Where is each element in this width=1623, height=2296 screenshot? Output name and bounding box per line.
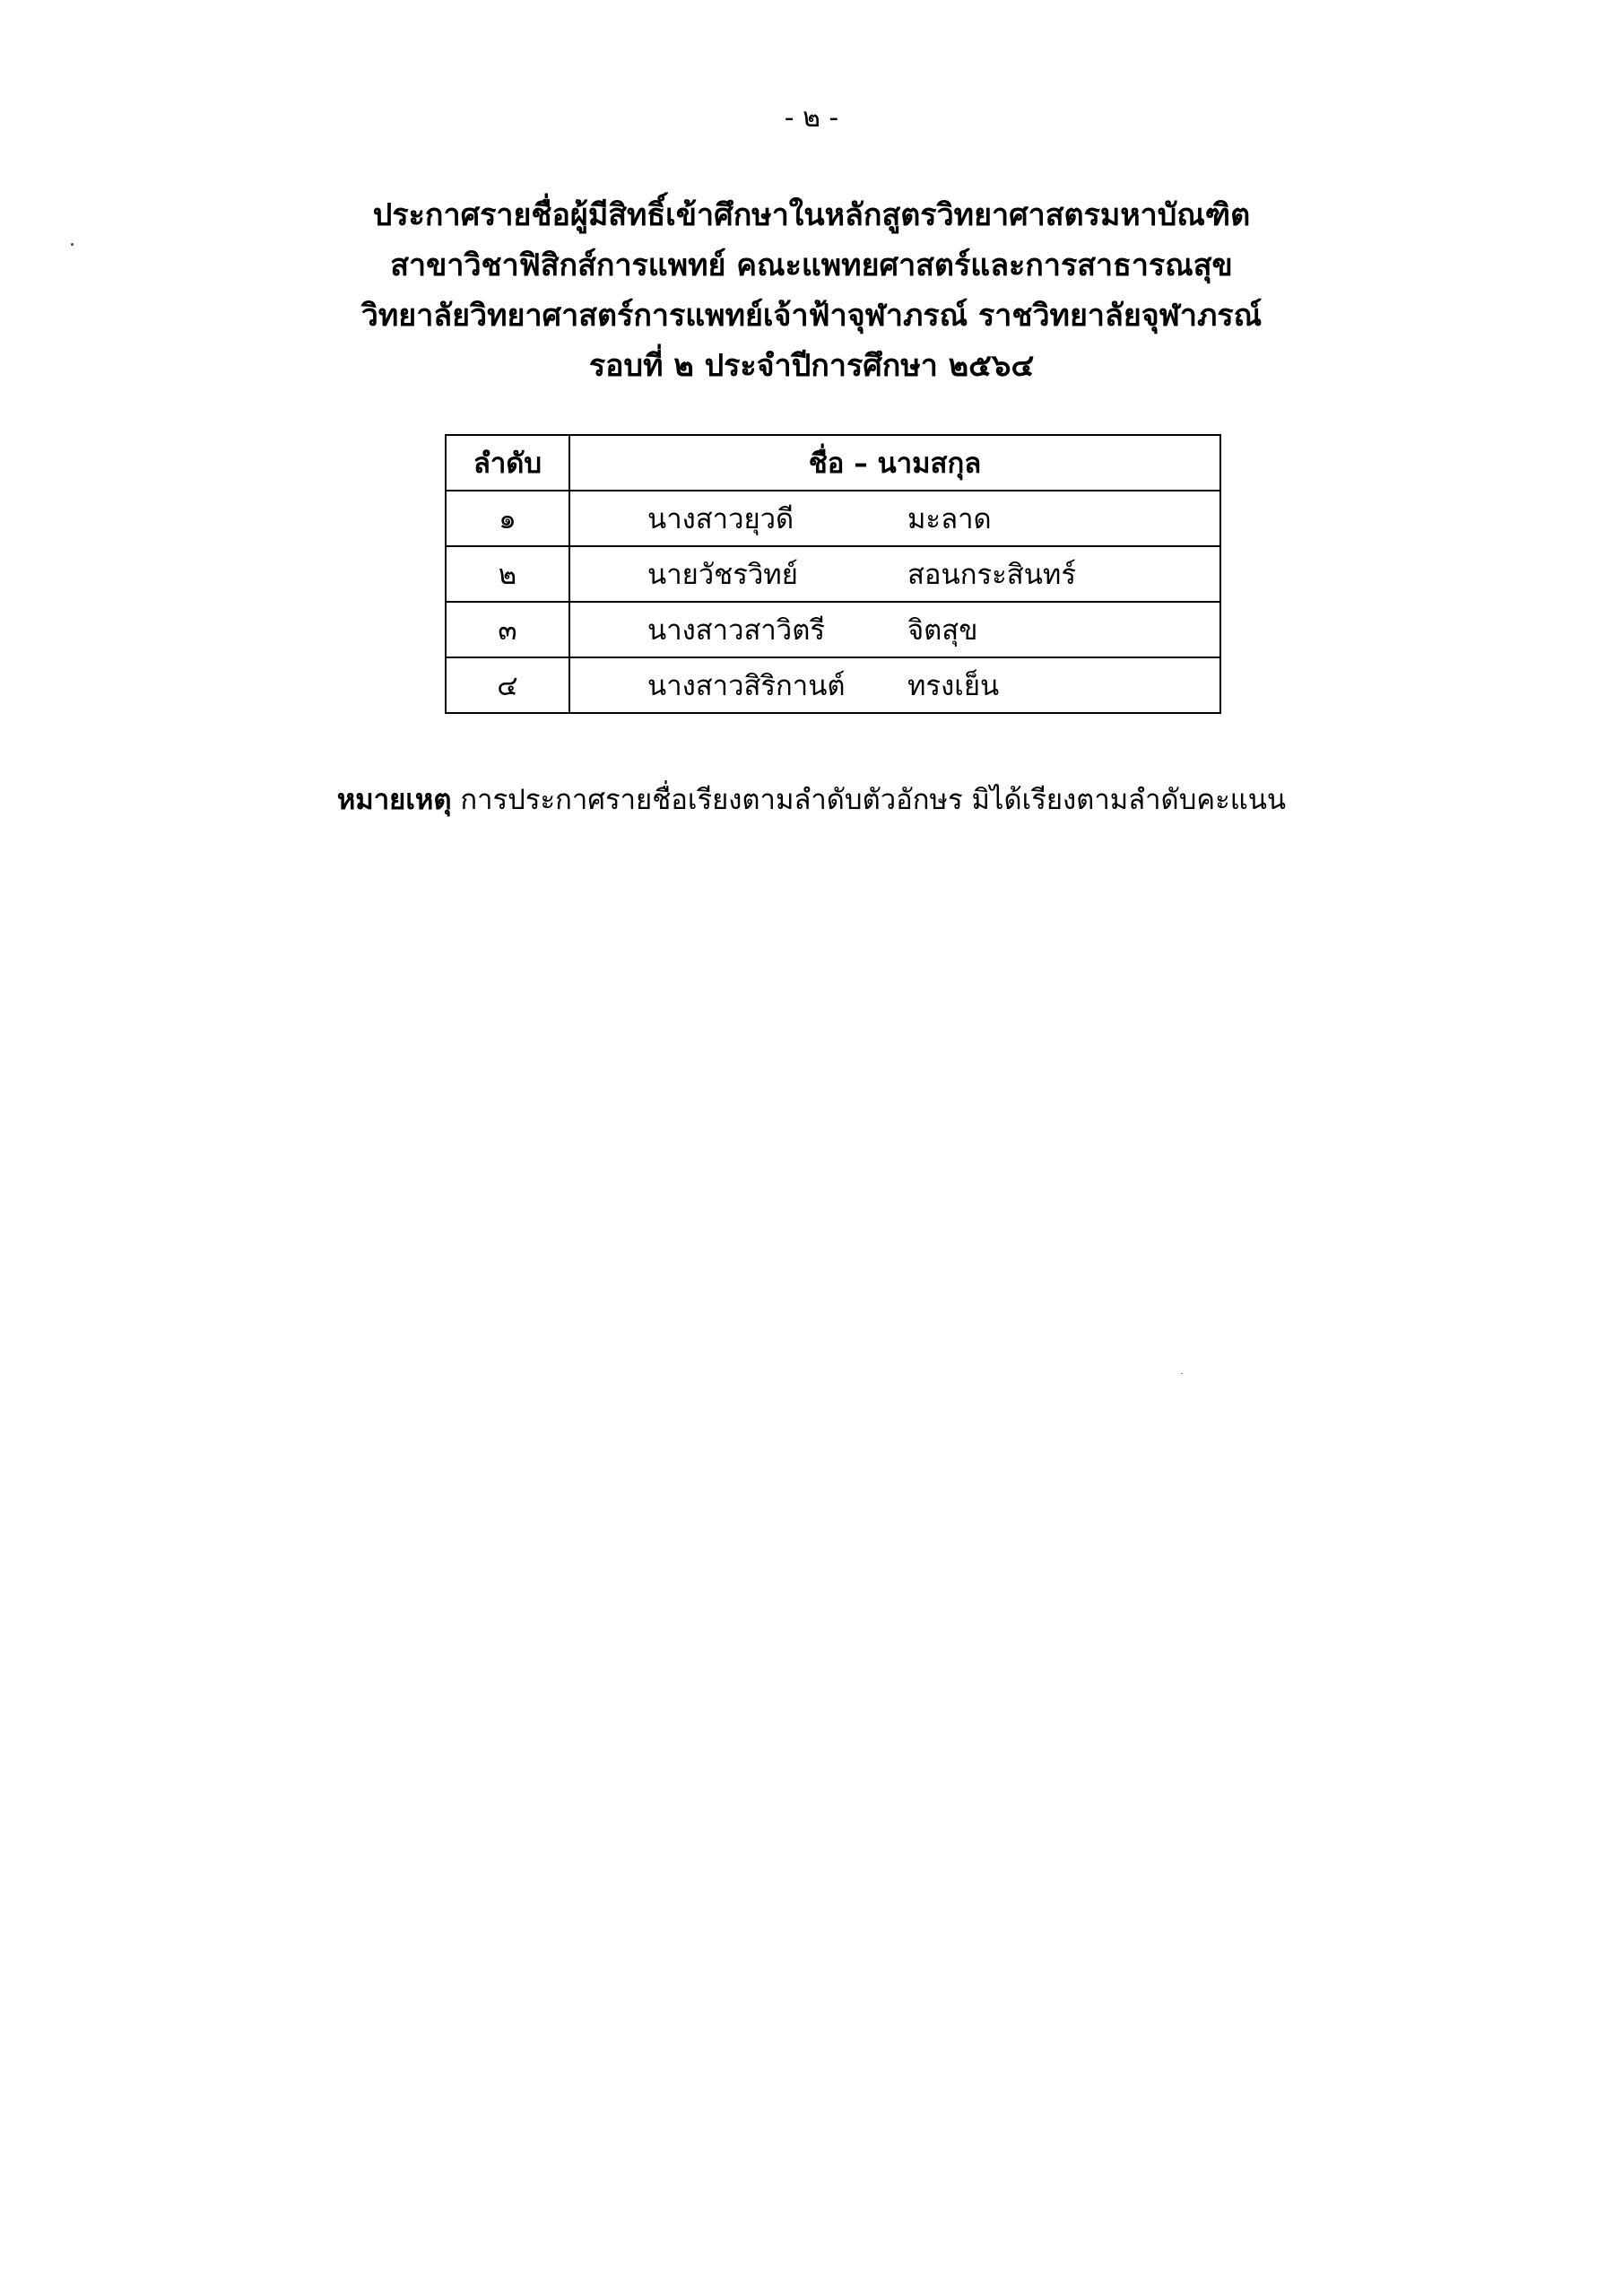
row-order: ๑ [446, 491, 569, 546]
row-name [569, 491, 1220, 546]
footnote-text: การประกาศรายชื่อเรียงตามลำดับตัวอักษร มิได้เรียงตามลำดับคะแนน [451, 784, 1287, 816]
scan-speck [1181, 1373, 1183, 1374]
first-name: นางสาวสิริกานต์ [647, 670, 846, 702]
first-name: นายวัชรวิทย์ [647, 559, 798, 591]
footnote-label: หมายเหตุ [336, 784, 452, 816]
row-name [569, 546, 1220, 602]
header-name: ชื่อ – นามสกุล [569, 435, 1220, 491]
title-line-3: วิทยาลัยวิทยาศาสตร์การแพทย์เจ้าฟ้าจุฬาภรณ์ ราชวิทยาลัยจุฬาภรณ์ [360, 298, 1263, 334]
page-number: - ๒ - [784, 102, 839, 134]
last-name: ทรงเย็น [907, 670, 1000, 702]
row-name [569, 602, 1220, 657]
table-header-row [446, 435, 1220, 491]
table-row [446, 602, 1220, 657]
admitted-students-table [445, 434, 1221, 714]
title-line-1: ประกาศรายชื่อผู้มีสิทธิ์เข้าศึกษาในหลักสูตรวิทยาศาสตรมหาบัณฑิต [372, 197, 1251, 233]
table-row [446, 657, 1220, 713]
row-order: ๓ [446, 602, 569, 657]
header-order: ลำดับ [446, 435, 569, 491]
table-row [446, 546, 1220, 602]
last-name: จิตสุข [907, 614, 978, 647]
table-row [446, 491, 1220, 546]
footnote [0, 780, 1623, 820]
row-order: ๒ [446, 546, 569, 602]
title-line-2: สาขาวิชาฟิสิกส์การแพทย์ คณะแพทยศาสตร์และการสาธารณสุข [390, 248, 1233, 283]
last-name: มะลาด [907, 503, 992, 535]
last-name: สอนกระสินทร์ [907, 559, 1076, 591]
title-line-4: รอบที่ ๒ ประจำปีการศึกษา ๒๕๖๔ [588, 348, 1035, 384]
first-name: นางสาวยุวดี [647, 503, 794, 535]
row-order: ๔ [446, 657, 569, 713]
first-name: นางสาวสาวิตรี [647, 614, 825, 647]
announcement-title [0, 190, 1623, 391]
row-name [569, 657, 1220, 713]
